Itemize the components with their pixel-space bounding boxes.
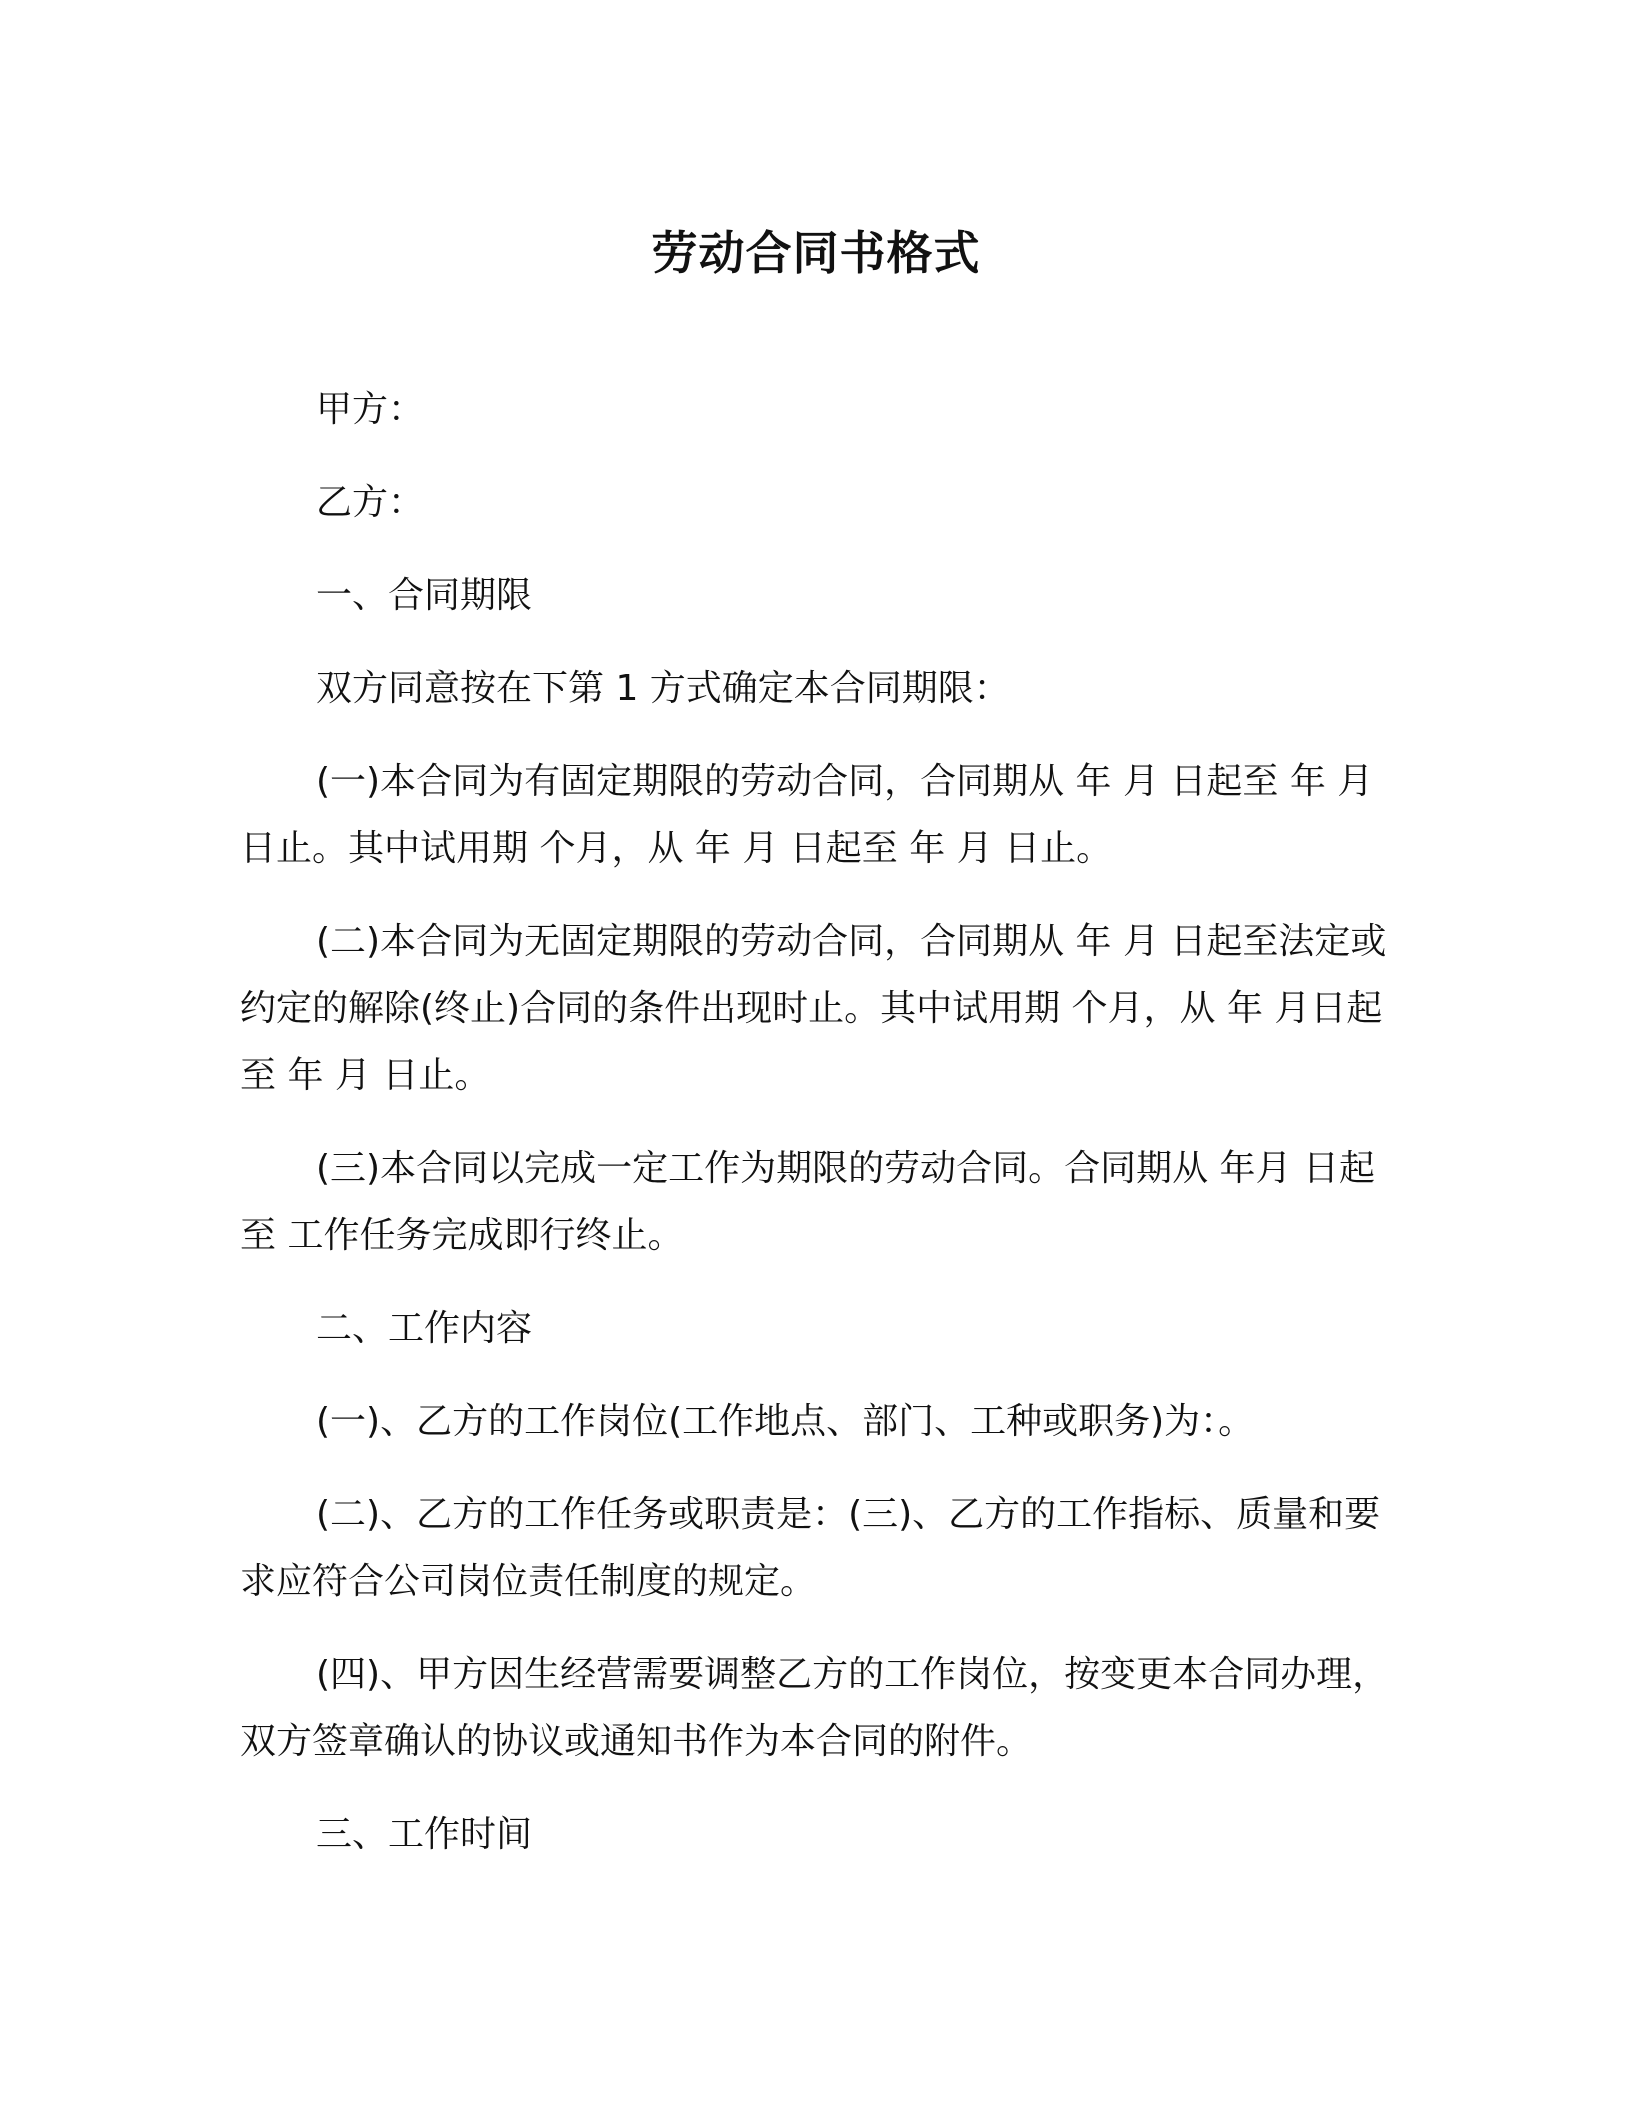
section-heading-contract-term: 一、合同期限 <box>316 575 533 616</box>
contract-term-intro: 双方同意按在下第 1 方式确定本合同期限： <box>316 668 1010 709</box>
section-heading-job-content: 二、工作内容 <box>316 1308 533 1349</box>
job-duties: (二)、乙方的工作任务或职责是：(三)、乙方的工作指标、质量和要求应符合公司岗位责任制度的规定。 <box>240 1494 1381 1602</box>
contract-term-open-ended: (二)本合同为无固定期限的劳动合同，合同期从 年 月 日起至法定或约定的解除(终止)合同的条件出现时止。其中试用期 个月，从 年 月日起至 年 月 日止。 <box>240 921 1387 1096</box>
job-adjustment: (四)、甲方因生经营需要调整乙方的工作岗位，按变更本合同办理，双方签章确认的协议或通知书作为本合同的附件。 <box>240 1654 1389 1762</box>
document-body <box>240 376 1400 1894</box>
party-a-line: 甲方： <box>316 389 425 430</box>
contract-term-task-based: (三)本合同以完成一定工作为期限的劳动合同。合同期从 年月 日起至 工作任务完成即行终止。 <box>240 1148 1375 1256</box>
section-heading-working-hours: 三、工作时间 <box>316 1814 533 1855</box>
job-position: (一)、乙方的工作岗位(工作地点、部门、工种或职务)为：。 <box>316 1401 1255 1442</box>
party-b-line: 乙方： <box>316 482 425 523</box>
document-title: 劳动合同书格式 <box>651 226 981 280</box>
contract-term-fixed: (一)本合同为有固定期限的劳动合同，合同期从 年 月 日起至 年 月日止。其中试用期 个月，从 年 月 日起至 年 月 日止。 <box>240 761 1374 869</box>
